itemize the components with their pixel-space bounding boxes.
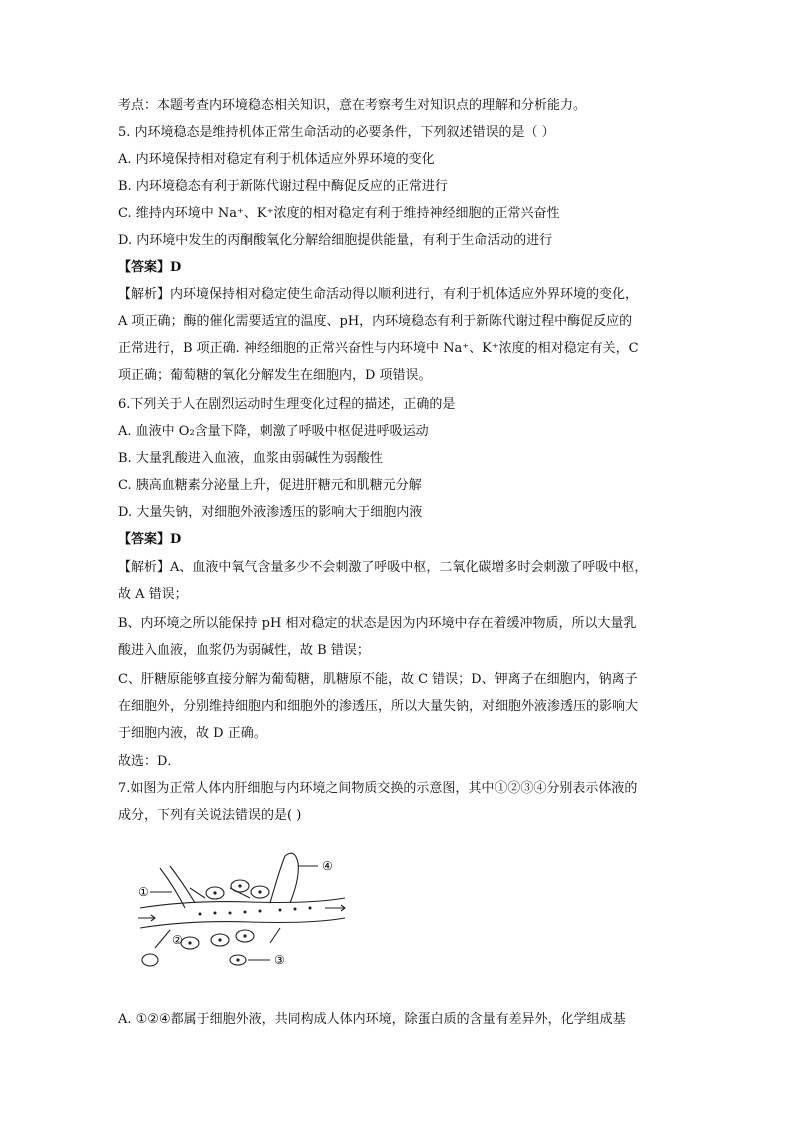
- analysis-line: 正常进行，B 项正确. 神经细胞的正常兴奋性与内环境中 Na⁺、K⁺浓度的相对稳定有关，C: [118, 341, 639, 356]
- option-b: B. 内环境稳态有利于新陈代谢过程中酶促反应的正常进行: [118, 179, 448, 194]
- option-d: D. 内环境中发生的丙酮酸氧化分解给细胞提供能量，有利于生命活动的进行: [118, 233, 553, 248]
- analysis-line: A 项正确；酶的催化需要适宜的温度、pH，内环境稳态有利于新陈代谢过程中酶促反应的: [118, 314, 633, 329]
- answer-label: 【答案】D: [118, 532, 182, 547]
- conclusion-line: 故选：D．: [118, 754, 181, 769]
- option-c: C. 维持内环境中 Na⁺、K⁺浓度的相对稳定有利于维持神经细胞的正常兴奋性: [118, 206, 560, 221]
- option-a: A. 血液中 O₂含量下降，刺激了呼吸中枢促进呼吸运动: [118, 424, 429, 439]
- label-3: ③: [274, 953, 285, 967]
- analysis-line: 于细胞内液，故 D 正确。: [118, 726, 267, 741]
- analysis-line: 项正确；葡萄糖的氧化分解发生在细胞内，D 项错误。: [118, 368, 432, 383]
- option-d: D. 大量失钠，对细胞外液渗透压的影响大于细胞内液: [118, 505, 423, 520]
- liver-cell-exchange-diagram: [130, 848, 360, 973]
- question-7-stem: 7.如图为正常人体内肝细胞与内环境之间物质交换的示意图，其中①②③④分别表示体液的: [118, 781, 638, 796]
- analysis-line: 故 A 错误；: [118, 587, 188, 602]
- analysis-line: C、肝糖原能够直接分解为葡萄糖，肌糖原不能，故 C 错误；D、钾离子在细胞内，钠离子: [118, 672, 638, 687]
- option-a: A. ①②④都属于细胞外液，共同构成人体内环境，除蛋白质的含量有差异外，化学组成基: [118, 1012, 626, 1027]
- text-line: 考点：本题考查内环境稳态相关知识，意在考察考生对知识点的理解和分析能力。: [118, 98, 587, 113]
- question-5-stem: 5. 内环境稳态是维持机体正常生命活动的必要条件，下列叙述错误的是（ ）: [118, 125, 555, 140]
- option-a: A. 内环境保持相对稳定有利于机体适应外界环境的变化: [118, 152, 435, 167]
- option-b: B. 大量乳酸进入血液，血浆由弱碱性为弱酸性: [118, 451, 383, 466]
- question-7-stem: 成分，下列有关说法错误的是( ): [118, 808, 302, 823]
- analysis-line: 在细胞外，分别维持细胞内和细胞外的渗透压，所以大量失钠，对细胞外液渗透压的影响大: [118, 699, 639, 714]
- answer-label: 【答案】D: [118, 260, 182, 275]
- question-6-stem: 6.下列关于人在剧烈运动时生理变化过程的描述，正确的是: [118, 397, 456, 412]
- analysis-line: 酸进入血液，血浆仍为弱碱性，故 B 错误；: [118, 643, 370, 658]
- label-4: ④: [322, 859, 333, 873]
- option-c: C. 胰高血糖素分泌量上升，促进肝糖元和肌糖元分解: [118, 478, 422, 493]
- label-1: ①: [138, 885, 149, 899]
- analysis-line: 【解析】A、血液中氧气含量多少不会刺激了呼吸中枢，二氧化碳增多时会刺激了呼吸中枢，: [118, 560, 648, 575]
- analysis-line: 【解析】内环境保持相对稳定使生命活动得以顺利进行，有利于机体适应外界环境的变化，: [118, 287, 639, 302]
- analysis-line: B、内环境之所以能保持 pH 相对稳定的状态是因为内环境中存在着缓冲物质，所以大量乳: [118, 616, 637, 631]
- label-2: ②: [172, 933, 183, 947]
